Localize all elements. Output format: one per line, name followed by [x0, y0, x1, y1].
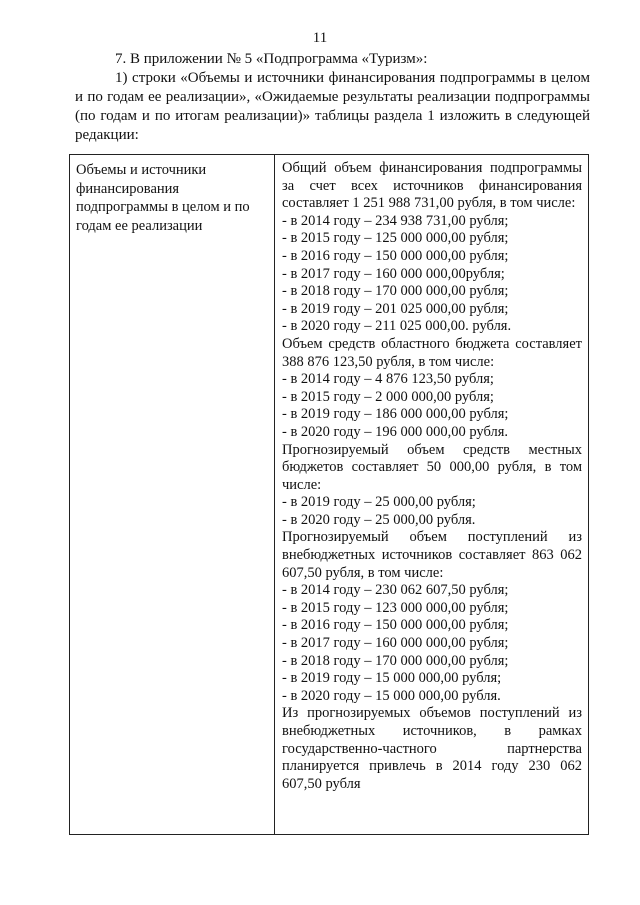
page-number: 11: [312, 30, 328, 46]
total-item: - в 2019 году – 201 025 000,00 рубля;: [282, 300, 509, 317]
total-item: - в 2014 году – 234 938 731,00 рубля;: [282, 212, 509, 229]
regional-items: [282, 371, 582, 441]
total-item: - в 2016 году – 150 000 000,00 рубля;: [282, 247, 509, 264]
total-item: - в 2020 году – 211 025 000,00. рубля.: [282, 318, 512, 335]
total-heading: Общий объем финансирования подпрограммы за счет всех источников финансирования составляет 1 251 988 731,00 рубля, в том числе:: [282, 160, 582, 212]
table-right-cell: [275, 155, 588, 834]
total-item: - в 2017 году – 160 000 000,00рубля;: [282, 265, 505, 282]
extrabudget-item: - в 2019 году – 15 000 000,00 рубля;: [282, 670, 502, 687]
intro-line-1: 7. В приложении № 5 «Подпрограмма «Туризм»:: [115, 51, 428, 67]
regional-item: - в 2015 году – 2 000 000,00 рубля;: [282, 388, 494, 405]
extrabudget-item: - в 2017 году – 160 000 000,00 рубля;: [282, 635, 509, 652]
extrabudget-item: - в 2016 году – 150 000 000,00 рубля;: [282, 617, 509, 634]
intro-line-2: 1) строки «Объемы и источники финансирования подпрограммы в целом и по годам ее реализации», «Ожидаемые результаты реализации подпрограммы (по годам и по итогам реализации)» таблицы раздела 1 изложить в следующей редакции:: [75, 70, 590, 143]
extrabudget-item: - в 2018 году – 170 000 000,00 рубля;: [282, 652, 509, 669]
regional-item: - в 2019 году – 186 000 000,00 рубля;: [282, 406, 509, 423]
extrabudget-item: - в 2014 году – 230 062 607,50 рубля;: [282, 582, 509, 599]
extrabudget-item: - в 2015 году – 123 000 000,00 рубля;: [282, 599, 509, 616]
local-item: - в 2019 году – 25 000,00 рубля;: [282, 494, 476, 511]
table-left-cell: Объемы и источники финансирования подпрограммы в целом и по годам ее реализации: [70, 155, 275, 834]
local-heading: Прогнозируемый объем средств местных бюджетов составляет 50 000,00 рубля, в том числе:: [282, 441, 582, 493]
local-items: [282, 494, 582, 529]
extrabudget-heading: Прогнозируемый объем поступлений из внебюджетных источников составляет 863 062 607,50 рубля, в том числе:: [282, 529, 582, 581]
extrabudget-items: [282, 582, 582, 705]
total-item: - в 2015 году – 125 000 000,00 рубля;: [282, 230, 509, 247]
total-items: [282, 213, 582, 336]
local-item: - в 2020 году – 25 000,00 рубля.: [282, 511, 476, 528]
intro-text: [75, 50, 590, 145]
ppp-text: Из прогнозируемых объемов поступлений из внебюджетных источников, в рамках государственно-частного партнерства планируется привлечь в 2014 году 230 062 607,50 рубля: [282, 705, 582, 792]
extrabudget-item: - в 2020 году – 15 000 000,00 рубля.: [282, 687, 501, 704]
financing-table: [69, 154, 589, 835]
total-item: - в 2018 году – 170 000 000,00 рубля;: [282, 283, 509, 300]
regional-item: - в 2014 году – 4 876 123,50 рубля;: [282, 371, 494, 388]
regional-heading: Объем средств областного бюджета составляет 388 876 123,50 рубля, в том числе:: [282, 335, 582, 370]
regional-item: - в 2020 году – 196 000 000,00 рубля.: [282, 423, 509, 440]
